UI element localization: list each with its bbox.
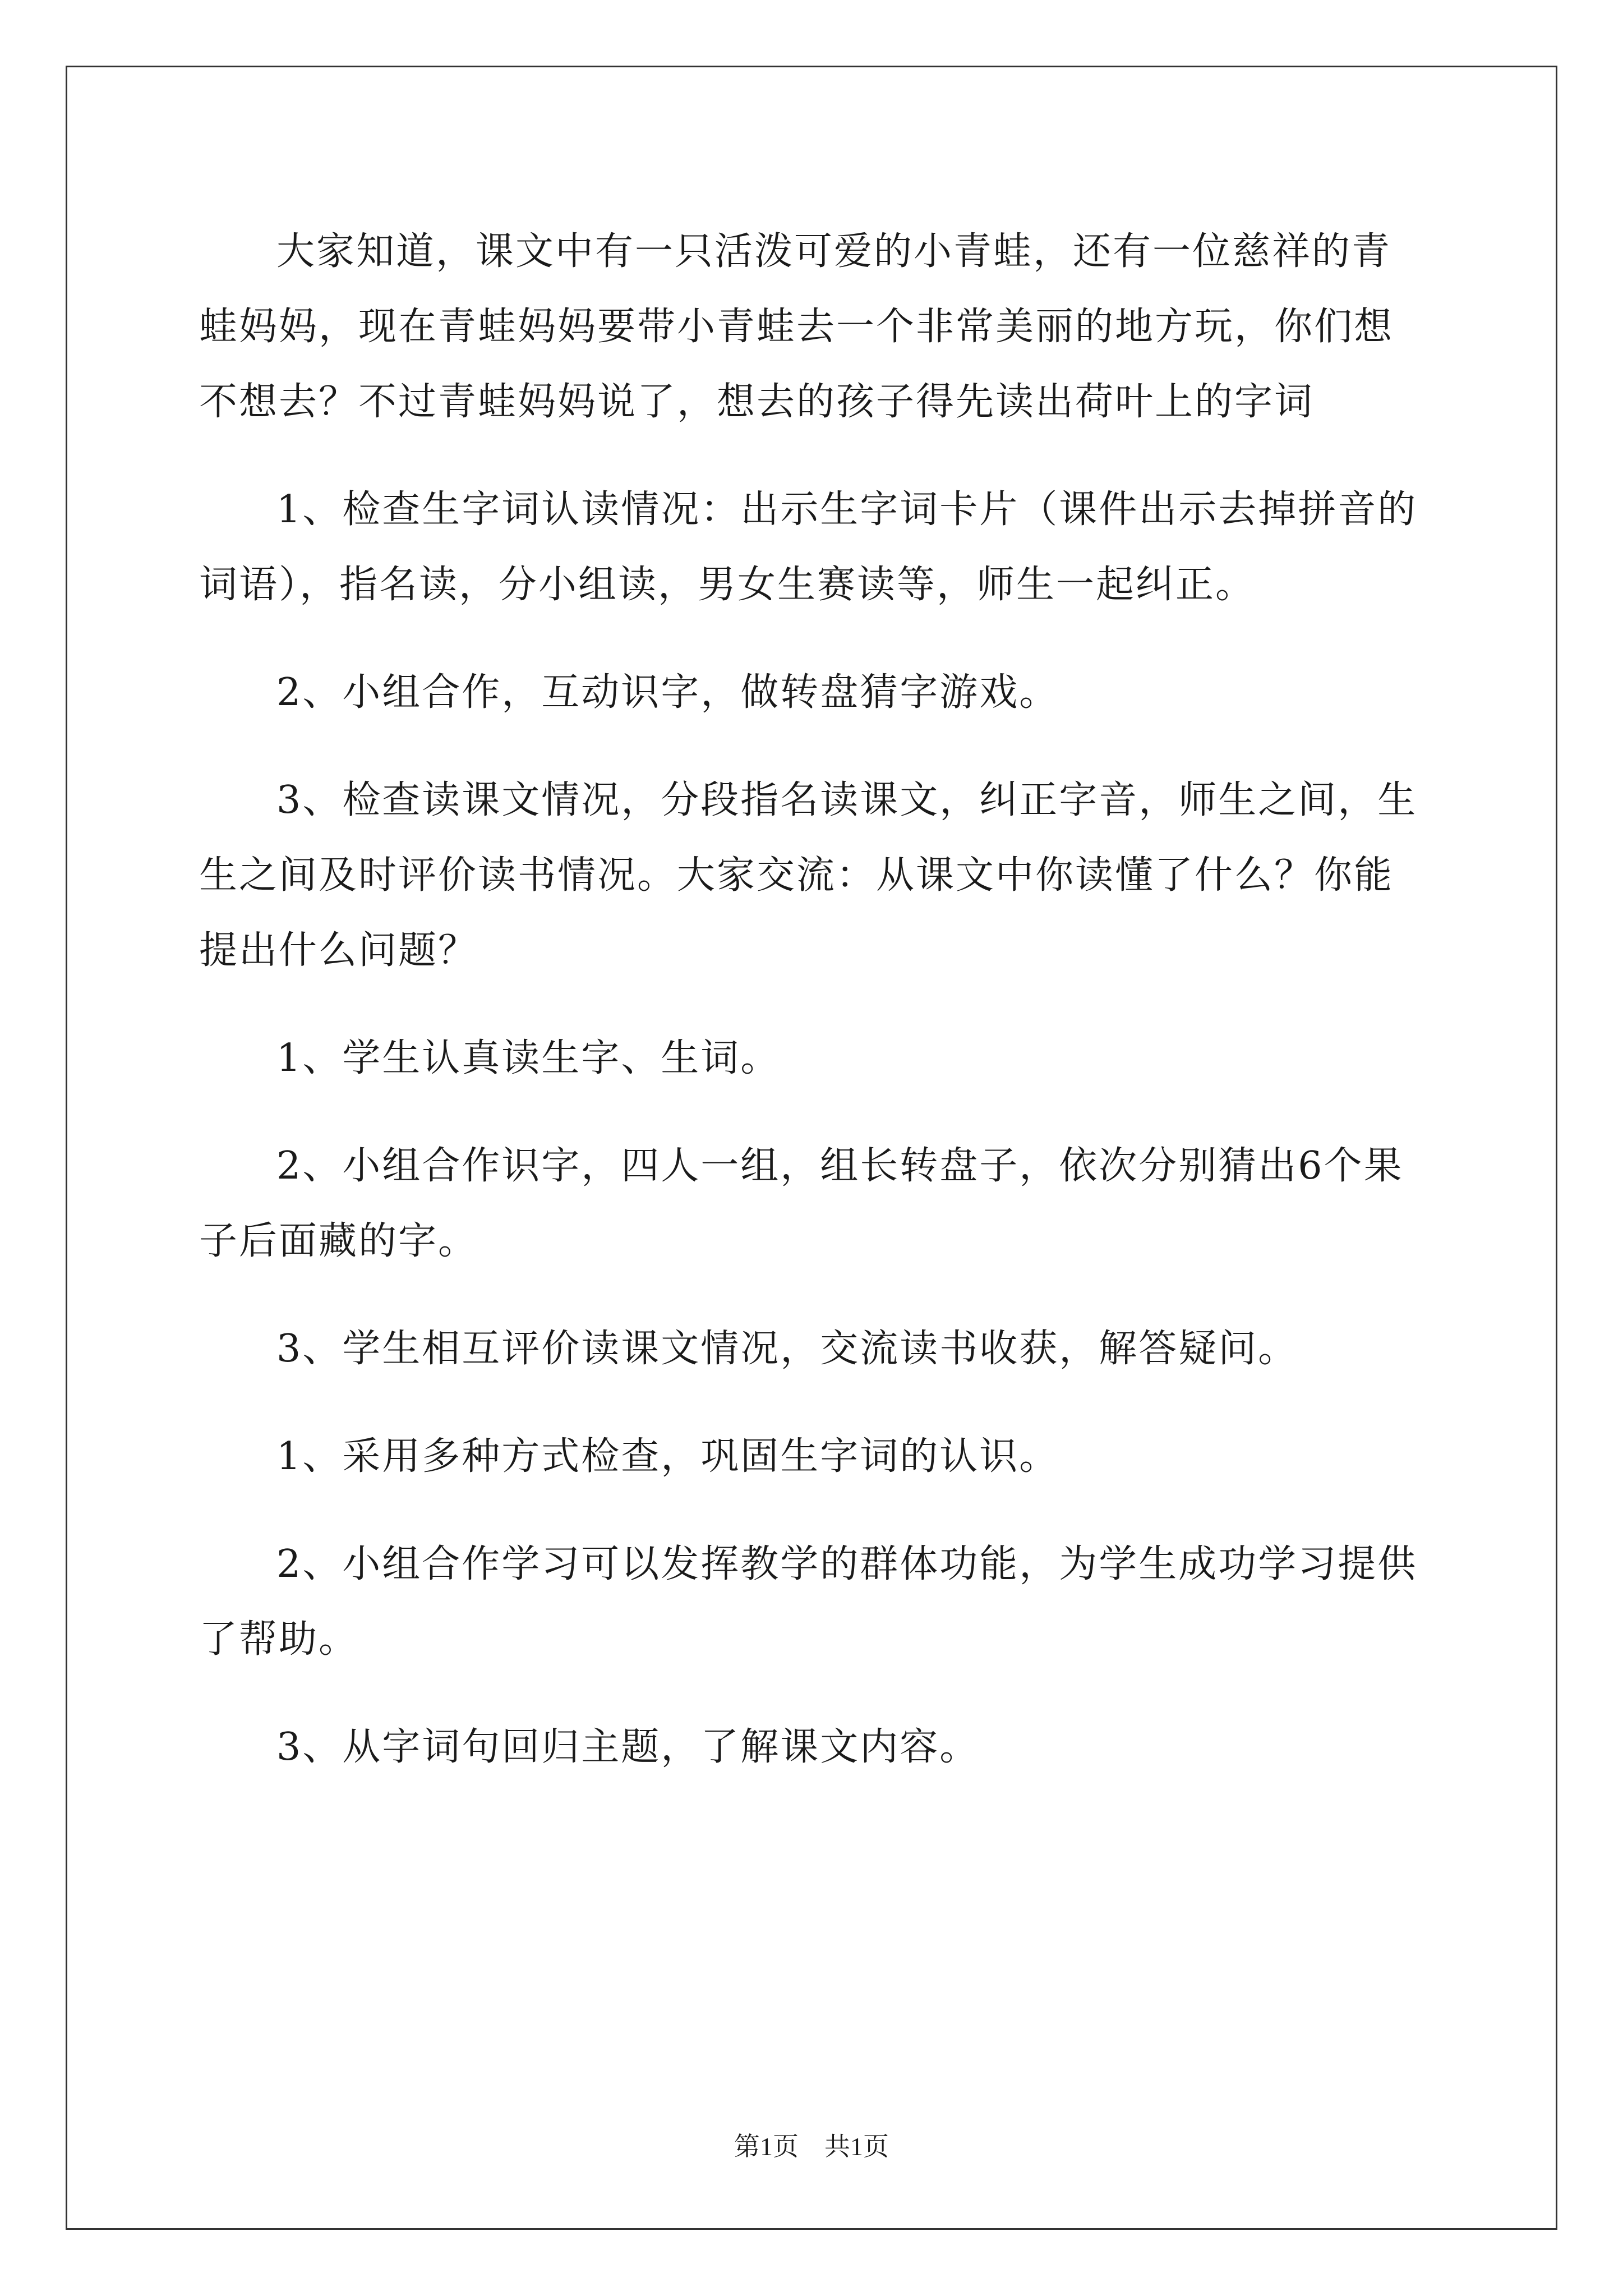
- paragraph: 1、检查生字词认读情况：出示生字词卡片（课件出示去掉拼音的词语），指名读，分小组读，男女生赛读等，师生一起纠正。: [199, 487, 1418, 607]
- paragraph: 2、小组合作，互动识字，做转盘猜字游戏。: [276, 670, 1059, 715]
- paragraph: 3、从字词句回归主题，了解课文内容。: [276, 1725, 980, 1769]
- page-number-total: 共1页: [824, 2132, 889, 2161]
- paragraph: 2、小组合作识字，四人一组，组长转盘子，依次分别猜出6个果子后面藏的字。: [199, 1144, 1404, 1263]
- paragraph: 2、小组合作学习可以发挥教学的群体功能，为学生成功学习提供了帮助。: [199, 1542, 1418, 1662]
- paragraph: 大家知道，课文中有一只活泼可爱的小青蛙，还有一位慈祥的青蛙妈妈，现在青蛙妈妈要带小青蛙去一个非常美丽的地方玩，你们想不想去？不过青蛙妈妈说了，想去的孩子得先读出荷叶上的字词: [199, 229, 1394, 424]
- paragraph: 3、检查读课文情况，分段指名读课文，纠正字音，师生之间，生生之间及时评价读书情况。大家交流：从课文中你读懂了什么？你能提出什么问题？: [199, 778, 1418, 973]
- page-number-current: 第1页: [734, 2132, 799, 2161]
- page-footer: [0, 2126, 1623, 2163]
- paragraph: 1、采用多种方式检查，巩固生字词的认识。: [276, 1434, 1059, 1479]
- document-body: [199, 214, 1427, 1818]
- paragraph: 1、学生认真读生字、生词。: [276, 1036, 781, 1080]
- paragraph: 3、学生相互评价读课文情况，交流读书收获，解答疑问。: [276, 1327, 1298, 1371]
